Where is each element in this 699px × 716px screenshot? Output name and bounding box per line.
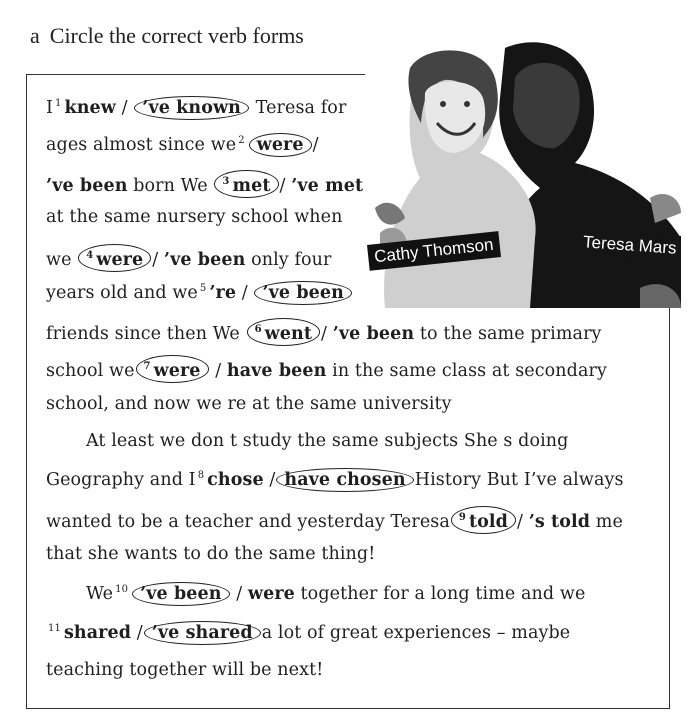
option-8a[interactable]: chose (207, 470, 264, 490)
text-line-16 (46, 660, 323, 680)
text-line-8 (46, 355, 607, 383)
question-number-2: 2 (238, 135, 245, 147)
caption-teresa: Teresa Mars (576, 229, 681, 263)
separator: / (279, 175, 286, 196)
option-11a[interactable]: shared (63, 623, 132, 643)
text-line-14 (46, 582, 585, 606)
separator: / (517, 511, 524, 532)
option-2b[interactable]: ’ve been (46, 175, 128, 196)
option-7b[interactable]: have been (226, 360, 327, 381)
option-5a[interactable]: ’re (209, 283, 237, 303)
text-fragment: a lot of great experiences – maybe (261, 623, 571, 643)
option-7a-label: were (153, 360, 201, 381)
option-4a-label: were (96, 249, 144, 270)
separator: / (121, 98, 128, 118)
text-line-9 (46, 394, 452, 414)
text-line-1 (46, 96, 346, 120)
option-5b-circled[interactable]: ’ve been (254, 281, 352, 305)
separator: / (136, 623, 143, 643)
text-fragment: that she wants to do the same thing! (46, 544, 376, 564)
option-2a-circled[interactable]: were (249, 133, 312, 157)
option-9b[interactable]: ’s told (528, 511, 591, 532)
option-4a-circled[interactable] (78, 244, 151, 272)
option-6a-label: went (264, 323, 313, 344)
text-fragment: years old and we (46, 283, 198, 303)
text-line-7 (46, 318, 602, 346)
text-line-6 (46, 281, 353, 305)
separator: / (236, 584, 243, 604)
text-fragment: school we (46, 360, 135, 381)
question-number-5: 5 (199, 283, 207, 295)
text-fragment: only four (251, 249, 332, 270)
separator: / (312, 135, 319, 155)
question-number-1: 1 (55, 98, 62, 110)
text-fragment: ages almost since we (46, 135, 237, 155)
separator: / (215, 360, 222, 381)
question-number-3: 3 (222, 176, 230, 187)
option-8b-circled[interactable]: have chosen (276, 468, 413, 492)
option-3a-label: met (232, 175, 271, 196)
text-line-5 (46, 244, 332, 272)
text-line-12 (46, 506, 623, 534)
question-number-11: 11 (48, 623, 61, 635)
option-10b[interactable]: were (247, 584, 295, 604)
exercise-letter: a (30, 23, 40, 48)
text-fragment: we (46, 249, 72, 270)
text-fragment: at the same nursery school when (46, 207, 343, 227)
question-number-6: 6 (254, 324, 262, 335)
option-3b[interactable]: ’ve met (291, 175, 364, 196)
exercise-heading (30, 23, 304, 49)
text-fragment: born We (133, 175, 208, 196)
text-fragment: Geography and I (46, 470, 196, 490)
question-number-7: 7 (143, 361, 151, 372)
option-11b-circled[interactable]: ’ve shared (144, 621, 261, 645)
separator: / (269, 470, 276, 490)
text-fragment: in the same class at secondary (332, 360, 607, 381)
text-line-10 (46, 431, 568, 451)
text-line-11 (46, 468, 624, 492)
portrait-illustration (365, 38, 681, 308)
option-3a-circled[interactable] (214, 170, 278, 198)
separator: / (152, 249, 159, 270)
exercise-instruction: Circle the correct verb forms (49, 23, 304, 48)
text-fragment: History But I’ve always (414, 470, 624, 490)
option-7a-circled[interactable] (136, 355, 209, 383)
text-fragment: I (46, 98, 54, 118)
text-line-13 (46, 544, 375, 564)
text-fragment: together for a long time and we (300, 584, 586, 604)
text-fragment: wanted to be a teacher and yesterday Teresa (46, 511, 450, 532)
option-4b[interactable]: ’ve been (163, 249, 246, 270)
text-line-4 (46, 207, 343, 227)
option-10a-circled[interactable]: ’ve been (132, 582, 230, 606)
text-fragment: friends since then We (46, 323, 240, 344)
text-fragment: We (86, 584, 114, 604)
question-number-10: 10 (115, 584, 129, 596)
text-fragment: me (595, 511, 623, 532)
text-fragment: teaching together will be next! (46, 660, 324, 680)
option-1a[interactable]: knew (64, 98, 116, 118)
question-number-8: 8 (197, 470, 205, 482)
option-6a-circled[interactable] (247, 318, 320, 346)
question-number-4: 4 (86, 250, 94, 261)
text-fragment: Teresa for (255, 98, 347, 118)
option-9a-label: told (468, 511, 509, 532)
option-6b[interactable]: ’ve been (332, 323, 415, 344)
text-line-3 (46, 170, 363, 198)
separator: / (321, 323, 328, 344)
text-line-2 (46, 133, 319, 157)
text-line-15 (46, 621, 570, 645)
text-fragment: At least we don t study the same subjects She s doing (86, 431, 569, 451)
text-fragment: school, and now we re at the same university (46, 394, 452, 414)
question-number-9: 9 (458, 512, 466, 523)
separator: / (241, 283, 248, 303)
option-1b-circled[interactable]: ’ve known (134, 96, 249, 120)
option-9a-circled[interactable] (451, 506, 516, 534)
photo (365, 38, 681, 308)
caption-cathy: Cathy Thomson (367, 231, 501, 271)
text-fragment: to the same primary (419, 323, 602, 344)
